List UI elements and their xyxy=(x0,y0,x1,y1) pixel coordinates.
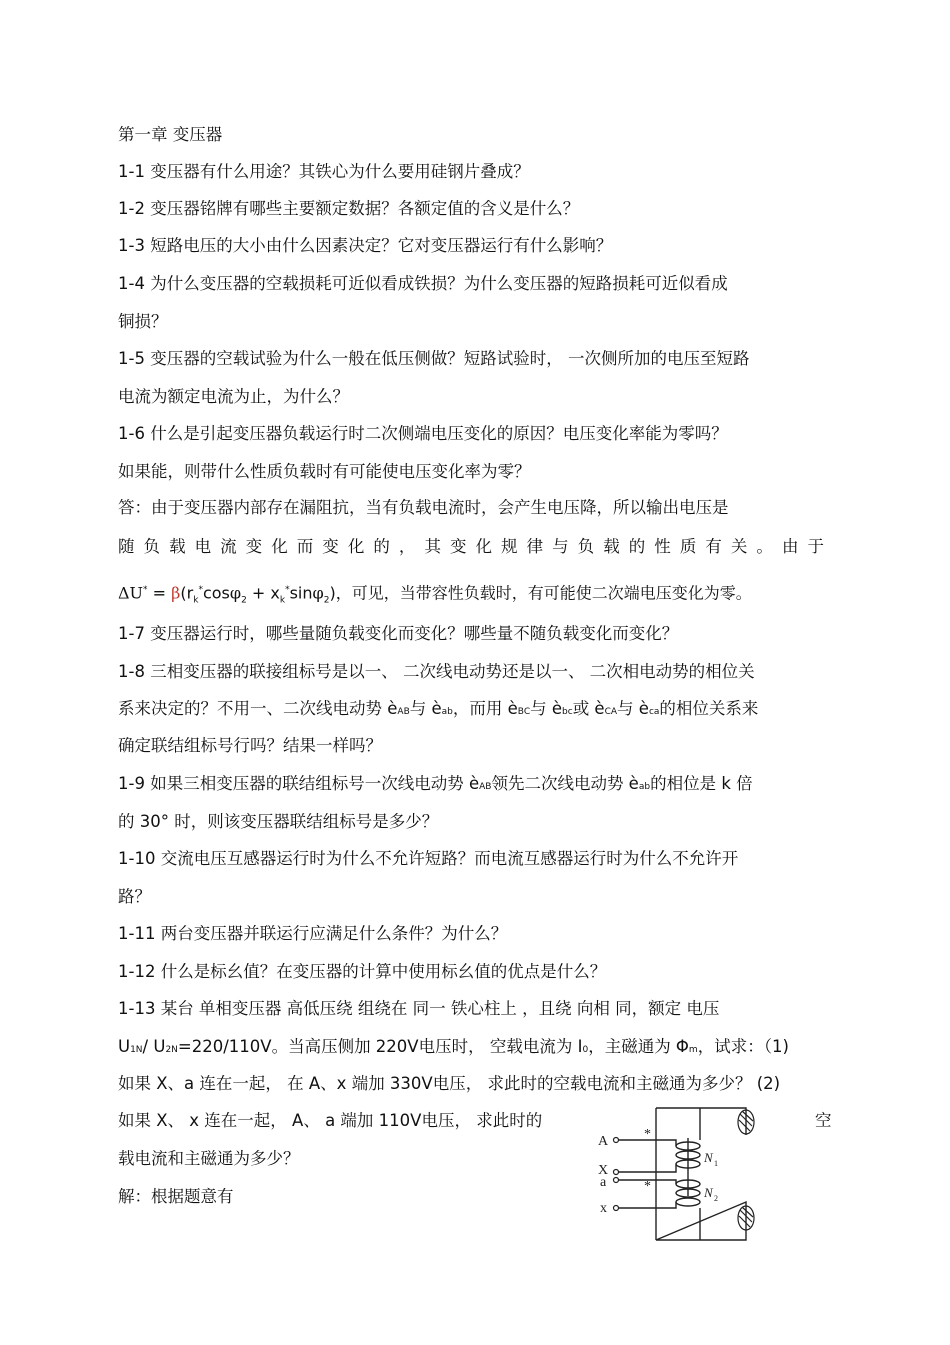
formula-two-1: 2 xyxy=(241,595,247,606)
question-1-13-line1: 1-13 某台 单相变压器 高低压绕 组绕在 同一 铁心柱上 ，且绕 向相 同，额定 电压 xyxy=(118,999,720,1018)
q19-sub-ab-upper: AB xyxy=(479,782,492,792)
question-1-6-line1: 1-6 什么是引起变压器负载运行时二次侧端电压变化的原因？电压变化率能为零吗？ xyxy=(118,424,728,443)
q18-sub-bc-upper: BC xyxy=(517,707,531,717)
label-terminal-x-lower: x xyxy=(600,1201,607,1216)
question-1-5-line1: 1-5 变压器的空载试验为什么一般在低压侧做？短路试验时， 一次侧所加的电压至短路 xyxy=(118,349,750,368)
question-1-13-line4-tail: 空 xyxy=(815,1111,832,1130)
answer-1-6-line1: 答：由于变压器内部存在漏阻抗，当有负载电流时，会产生电压降，所以输出电压是 xyxy=(118,498,729,517)
q113-text-5: ，试求：（1) xyxy=(697,1037,789,1056)
question-1-10-line2: 路？ xyxy=(118,887,151,906)
answer-1-6-line2: 随负载电流变化而变化的，其变化规律与负载的性质有关。由于 xyxy=(118,537,830,556)
question-1-9-line2: 的 30° 时，则该变压器联结组标号是多少？ xyxy=(118,812,439,831)
formula-k-sub-1: k xyxy=(193,595,199,606)
q19-text-3: 的相位是 k 倍 xyxy=(650,774,753,793)
question-1-1: 1-1 变压器有什么用途？其铁心为什么要用硅钢片叠成？ xyxy=(118,162,530,181)
q19-text-2: 领先二次线电动势 è xyxy=(491,774,639,793)
question-1-3: 1-3 短路电压的大小由什么因素决定？它对变压器运行有什么影响？ xyxy=(118,236,613,255)
label-terminal-a-upper: A xyxy=(598,1134,609,1149)
question-1-13-line5: 载电流和主磁通为多少？ xyxy=(118,1149,300,1168)
q113-sub-2n: 2N xyxy=(165,1045,178,1055)
lead-x-lower xyxy=(618,1202,676,1208)
q18-sub-ca-lower: ca xyxy=(648,707,660,717)
question-1-13-line4: 如果 X、 x 连在一起， A、 a 端加 110V电压， 求此时的 xyxy=(118,1111,543,1130)
formula-star-1: * xyxy=(143,585,148,595)
lead-x-upper xyxy=(618,1164,676,1172)
question-1-5-line2: 电流为额定电流为止，为什么？ xyxy=(118,387,349,406)
q18-sub-ab-lower: ab xyxy=(441,707,453,717)
question-1-8-line3: 确定联结组标号行吗？结果一样吗？ xyxy=(118,736,382,755)
terminal-a-lower-dot xyxy=(614,1178,619,1183)
label-n1: N xyxy=(704,1150,713,1165)
question-1-2: 1-2 变压器铭牌有哪些主要额定数据？各额定值的含义是什么？ xyxy=(118,199,580,218)
formula-two-2: 2 xyxy=(323,595,330,606)
q18-sub-ca-upper: CA xyxy=(604,707,618,717)
formula-plus-x: + x xyxy=(251,583,280,603)
formula-beta: β xyxy=(171,583,181,603)
question-1-8-line1: 1-8 三相变压器的联接组标号是以一、 二次线电动势还是以一、 二次相电动势的相位关 xyxy=(118,662,755,681)
q113-text-4: ，主磁通为 Φ xyxy=(588,1037,689,1056)
formula-phi-2: φ xyxy=(312,583,324,603)
terminal-x-lower-dot xyxy=(614,1206,619,1211)
label-dot-2: * xyxy=(644,1179,651,1194)
label-terminal-a-lower: a xyxy=(600,1175,607,1190)
q113-u: U xyxy=(118,1037,131,1056)
formula-tail: ，可见，当带容性负载时，有可能使二次端电压变化为零。 xyxy=(335,583,752,603)
formula-phi-1: φ xyxy=(229,583,242,603)
q18-text-2: 与 è xyxy=(409,699,442,718)
question-1-7: 1-7 变压器运行时，哪些量随负载变化而变化？哪些量不随负载变化而变化？ xyxy=(118,624,679,643)
q19-sub-ab-lower: ab xyxy=(638,782,651,792)
question-1-9-line1 xyxy=(118,773,753,798)
label-dot-1: * xyxy=(644,1127,651,1142)
solution-heading: 解：根据题意有 xyxy=(118,1187,234,1206)
transformer-diagram xyxy=(592,1100,762,1250)
terminal-x-upper-dot xyxy=(614,1170,619,1175)
q18-sub-ab-upper: AB xyxy=(397,707,410,717)
formula-rparen: ) xyxy=(329,583,336,603)
formula-r: (r xyxy=(180,583,194,603)
formula-equals: = xyxy=(152,583,167,603)
question-1-11: 1-11 两台变压器并联运行应满足什么条件？为什么？ xyxy=(118,924,508,943)
label-terminal-x-upper: X xyxy=(598,1163,609,1178)
q19-text-1: 1-9 如果三相变压器的联结组标号一次线电动势 è xyxy=(118,774,480,793)
question-1-13-line3: 如果 X、a 连在一起， 在 A、x 端加 330V电压， 求此时的空载电流和主磁通为多少？ (2) xyxy=(118,1074,781,1093)
formula-cos: cos xyxy=(202,583,230,603)
label-n2: N xyxy=(704,1185,713,1200)
voltage-regulation-formula xyxy=(118,578,752,613)
formula-k-sub-2: k xyxy=(279,595,286,606)
label-n1-sub: 1 xyxy=(714,1159,718,1168)
terminal-a-upper-dot xyxy=(614,1138,619,1143)
q18-text-5: 或 è xyxy=(572,699,605,718)
q18-text-3: ，而用 è xyxy=(452,699,518,718)
chapter-title: 第一章 变压器 xyxy=(118,125,223,144)
formula-sin: sin xyxy=(289,583,313,603)
q113-sub-0: 0 xyxy=(582,1045,589,1055)
q113-sub-1n: 1N xyxy=(130,1045,143,1055)
label-n2-sub: 2 xyxy=(714,1194,718,1203)
formula-star-3: * xyxy=(285,585,290,595)
q113-text-3: =220/110V。当高压侧加 220V电压时， 空载电流为 I xyxy=(177,1037,583,1056)
q113-sub-m: m xyxy=(688,1045,698,1055)
q18-sub-bc-lower: bc xyxy=(562,707,573,717)
question-1-10-line1: 1-10 交流电压互感器运行时为什么不允许短路？而电流互感器运行时为什么不允许开 xyxy=(118,849,739,868)
question-1-6-line2: 如果能，则带什么性质负载时有可能使电压变化率为零？ xyxy=(118,462,531,481)
q18-text-7: 的相位关系来 xyxy=(659,699,759,718)
question-1-4-line2: 铜损？ xyxy=(118,312,168,331)
question-1-4-line1: 1-4 为什么变压器的空载损耗可近似看成铁损？为什么变压器的短路损耗可近似看成 xyxy=(118,274,728,293)
q18-text-1: 系来决定的？不用一、二次线电动势 è xyxy=(118,699,398,718)
formula-star-2: * xyxy=(198,585,203,595)
question-1-12: 1-12 什么是标幺值？在变压器的计算中使用标幺值的优点是什么？ xyxy=(118,962,607,981)
q18-text-6: 与 è xyxy=(617,699,649,718)
q113-slash-u: / U xyxy=(142,1037,166,1056)
formula-delta-u: ΔU xyxy=(118,583,144,603)
question-1-8-line2 xyxy=(118,698,758,723)
core-outline xyxy=(656,1108,746,1240)
question-1-13-line2 xyxy=(118,1036,789,1061)
q18-text-4: 与 è xyxy=(530,699,563,718)
